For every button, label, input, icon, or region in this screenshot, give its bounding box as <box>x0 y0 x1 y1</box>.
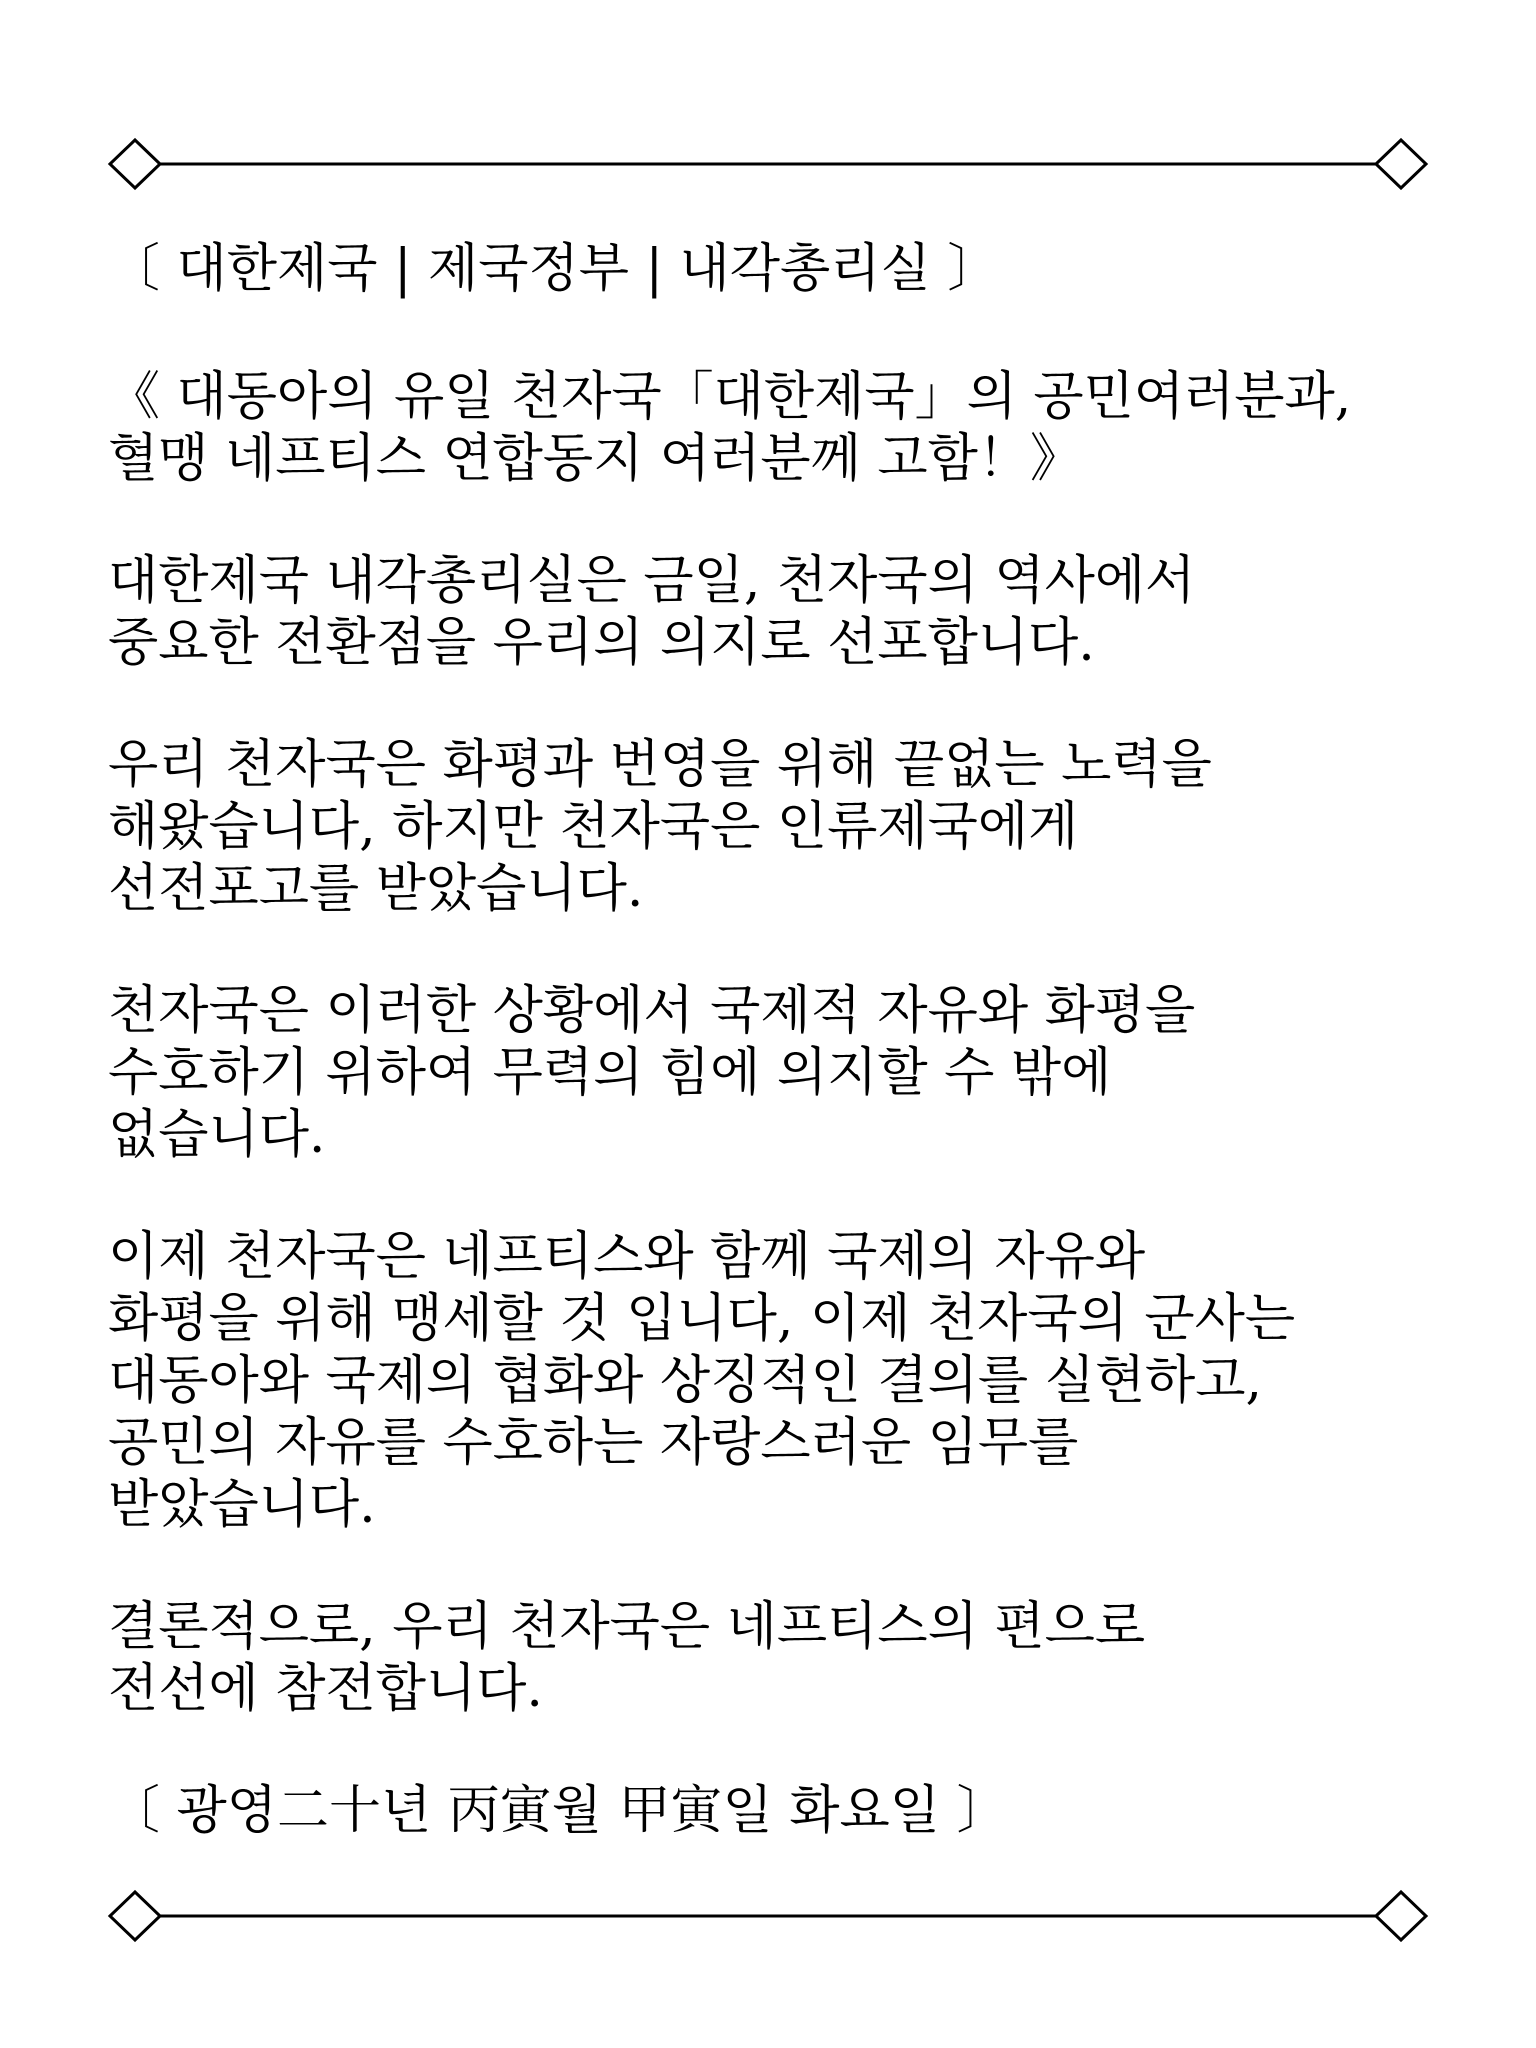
paragraph-line: 해왔습니다, 하지만 천자국은 인류제국에게 <box>108 797 1079 857</box>
paragraph <box>108 1596 1458 1720</box>
paragraph <box>108 1226 1458 1536</box>
paragraph <box>108 980 1458 1166</box>
address-line: 《 대동아의 유일 천자국「대한제국」의 공민여러분과, <box>108 367 1352 427</box>
paragraph-line: 천자국은 이러한 상황에서 국제적 자유와 화평을 <box>108 981 1196 1041</box>
date-line: 〔 광영二十년 丙寅월 甲寅일 화요일 〕 <box>108 1781 1009 1841</box>
proclamation-body <box>108 238 1458 1842</box>
paragraph-line: 이제 천자국은 네프티스와 함께 국제의 자유와 <box>108 1227 1146 1287</box>
bottom-ornament-divider <box>0 1886 1536 1946</box>
paragraph-line: 공민의 자유를 수호하는 자랑스러운 임무를 <box>108 1413 1079 1473</box>
paragraph-line: 받았습니다. <box>108 1475 376 1535</box>
paragraph-line: 중요한 전환점을 우리의 의지로 선포합니다. <box>108 613 1095 673</box>
address-block <box>108 366 1458 490</box>
left-diamond-icon <box>110 140 160 188</box>
right-diamond-icon <box>1376 1892 1426 1940</box>
paragraph-line: 없습니다. <box>108 1105 326 1165</box>
paragraph-line: 대동아와 국제의 협화와 상징적인 결의를 실현하고, <box>108 1351 1263 1411</box>
paragraph-line: 우리 천자국은 화평과 번영을 위해 끝없는 노력을 <box>108 735 1212 795</box>
divider-line-graphic <box>0 1886 1536 1946</box>
left-diamond-icon <box>110 1892 160 1940</box>
paragraph-line: 선전포고를 받았습니다. <box>108 859 644 919</box>
paragraph-line: 대한제국 내각총리실은 금일, 천자국의 역사에서 <box>108 551 1196 611</box>
paragraph <box>108 734 1458 920</box>
paragraph-line: 결론적으로, 우리 천자국은 네프티스의 편으로 <box>108 1597 1146 1657</box>
top-ornament-divider <box>0 134 1536 194</box>
paragraph-line: 화평을 위해 맹세할 것 입니다, 이제 천자국의 군사는 <box>108 1289 1296 1349</box>
paragraph-line: 수호하기 위하여 무력의 힘에 의지할 수 밖에 <box>108 1043 1112 1103</box>
divider-line-graphic <box>0 134 1536 194</box>
paragraph <box>108 550 1458 674</box>
header-line: 〔 대한제국 | 제국정부 | 내각총리실 〕 <box>108 239 1000 299</box>
paragraph-line: 전선에 참전합니다. <box>108 1659 543 1719</box>
right-diamond-icon <box>1376 140 1426 188</box>
address-line: 혈맹 네프티스 연합동지 여러분께 고함！》 <box>108 429 1082 489</box>
